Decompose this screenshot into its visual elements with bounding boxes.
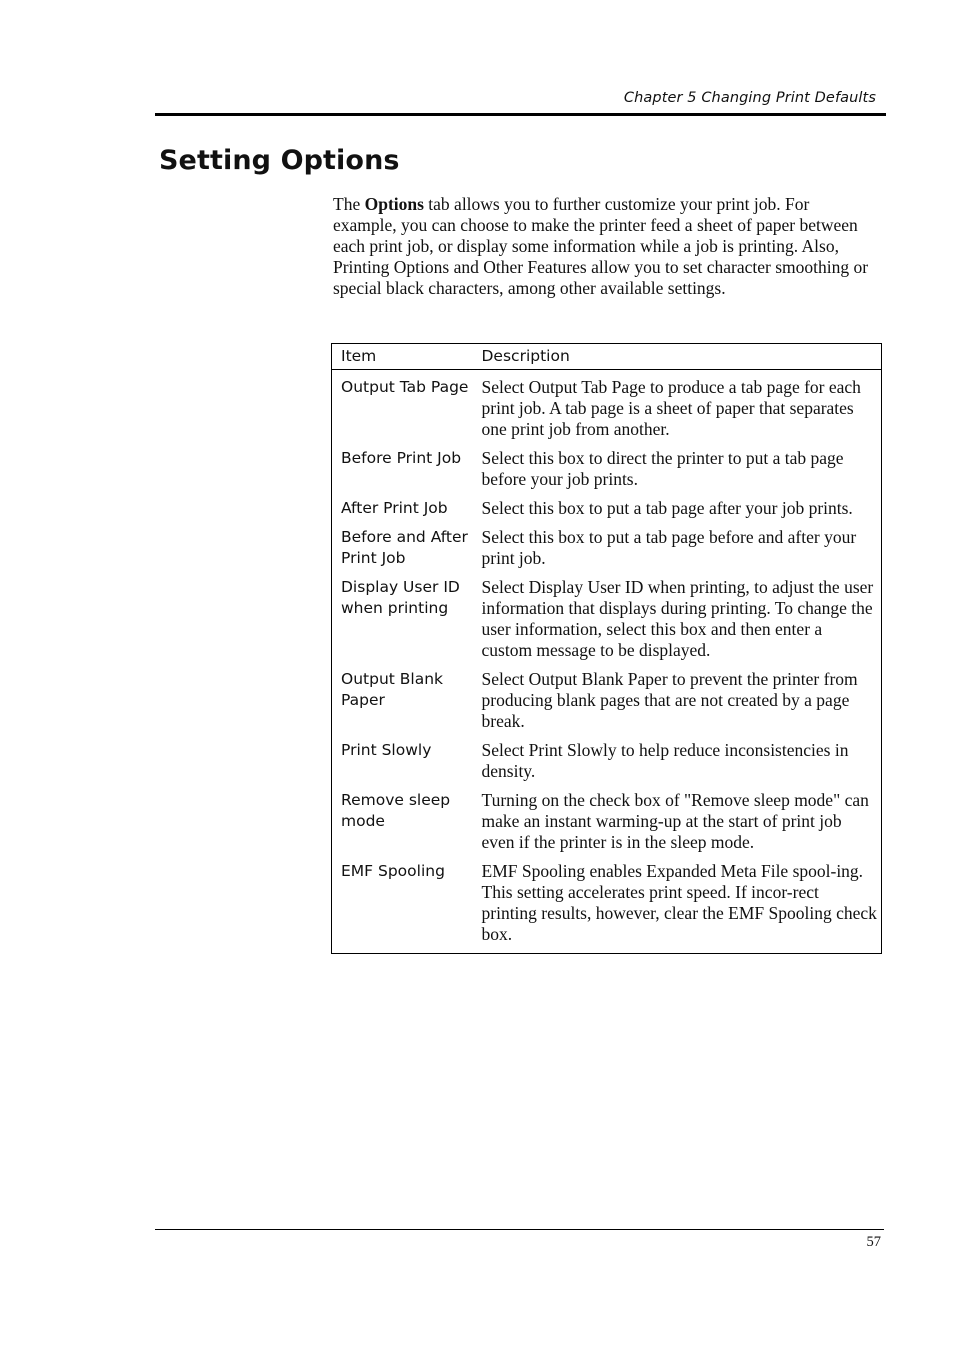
item-cell: Remove sleep mode bbox=[341, 791, 451, 830]
intro-bold-term: Options bbox=[364, 194, 424, 214]
description-cell: EMF Spooling enables Expanded Meta File spool-ing. This setting accelerates print speed. If incor-rect printing results, however, clear the EMF Spooling check box. bbox=[481, 861, 877, 944]
table-row bbox=[332, 577, 882, 669]
options-table bbox=[331, 343, 882, 954]
item-cell: After Print Job bbox=[341, 499, 448, 517]
item-cell: Output Tab Page bbox=[341, 378, 469, 396]
intro-paragraph bbox=[333, 194, 873, 299]
page-number: 57 bbox=[866, 1234, 881, 1250]
table-row bbox=[332, 669, 882, 740]
description-cell: Select Print Slowly to help reduce inconsistencies in density. bbox=[481, 740, 849, 781]
table-row bbox=[332, 740, 882, 790]
item-cell: Output Blank Paper bbox=[341, 670, 444, 709]
intro-rest: tab allows you to further customize your print job. For example, you can choose to make the printer feed a sheet of paper between each print job, or display some information while a job is printing. Also, Printing Options and Other Features allow you to set character smoothing or special black characters, among other available settings. bbox=[333, 194, 869, 298]
table-row bbox=[332, 498, 882, 527]
description-cell: Turning on the check box of "Remove sleep mode" can make an instant warming-up at the start of print job even if the printer is in the sleep mode. bbox=[481, 790, 869, 852]
header-rule bbox=[155, 113, 886, 116]
description-cell: Select Display User ID when printing, to adjust the user information that displays during printing. To change the user information, select this box and then enter a custom message to be displayed. bbox=[481, 577, 874, 660]
table-header-row bbox=[332, 344, 882, 370]
item-cell: EMF Spooling bbox=[341, 862, 445, 880]
section-title: Setting Options bbox=[159, 145, 400, 176]
item-cell: Before and After Print Job bbox=[341, 528, 468, 567]
item-cell: Display User ID when printing bbox=[341, 578, 460, 617]
table-row bbox=[332, 527, 882, 577]
footer-rule bbox=[155, 1229, 884, 1230]
description-cell: Select this box to put a tab page after your job prints. bbox=[481, 498, 853, 518]
table-row bbox=[332, 861, 882, 954]
running-header: Chapter 5 Changing Print Defaults bbox=[623, 90, 876, 106]
description-cell: Select Output Blank Paper to prevent the printer from producing blank pages that are not created by a page break. bbox=[481, 669, 858, 731]
table-row bbox=[332, 790, 882, 861]
column-header-description: Description bbox=[473, 344, 882, 370]
intro-prefix: The bbox=[333, 194, 365, 214]
item-cell: Before Print Job bbox=[341, 449, 462, 467]
item-cell: Print Slowly bbox=[341, 741, 432, 759]
table-row bbox=[332, 448, 882, 498]
column-header-item: Item bbox=[332, 344, 473, 370]
description-cell: Select this box to direct the printer to put a tab page before your job prints. bbox=[481, 448, 844, 489]
description-cell: Select this box to put a tab page before and after your print job. bbox=[481, 527, 857, 568]
description-cell: Select Output Tab Page to produce a tab page for each print job. A tab page is a sheet of paper that separates one print job from another. bbox=[481, 377, 861, 439]
table-row bbox=[332, 370, 882, 449]
